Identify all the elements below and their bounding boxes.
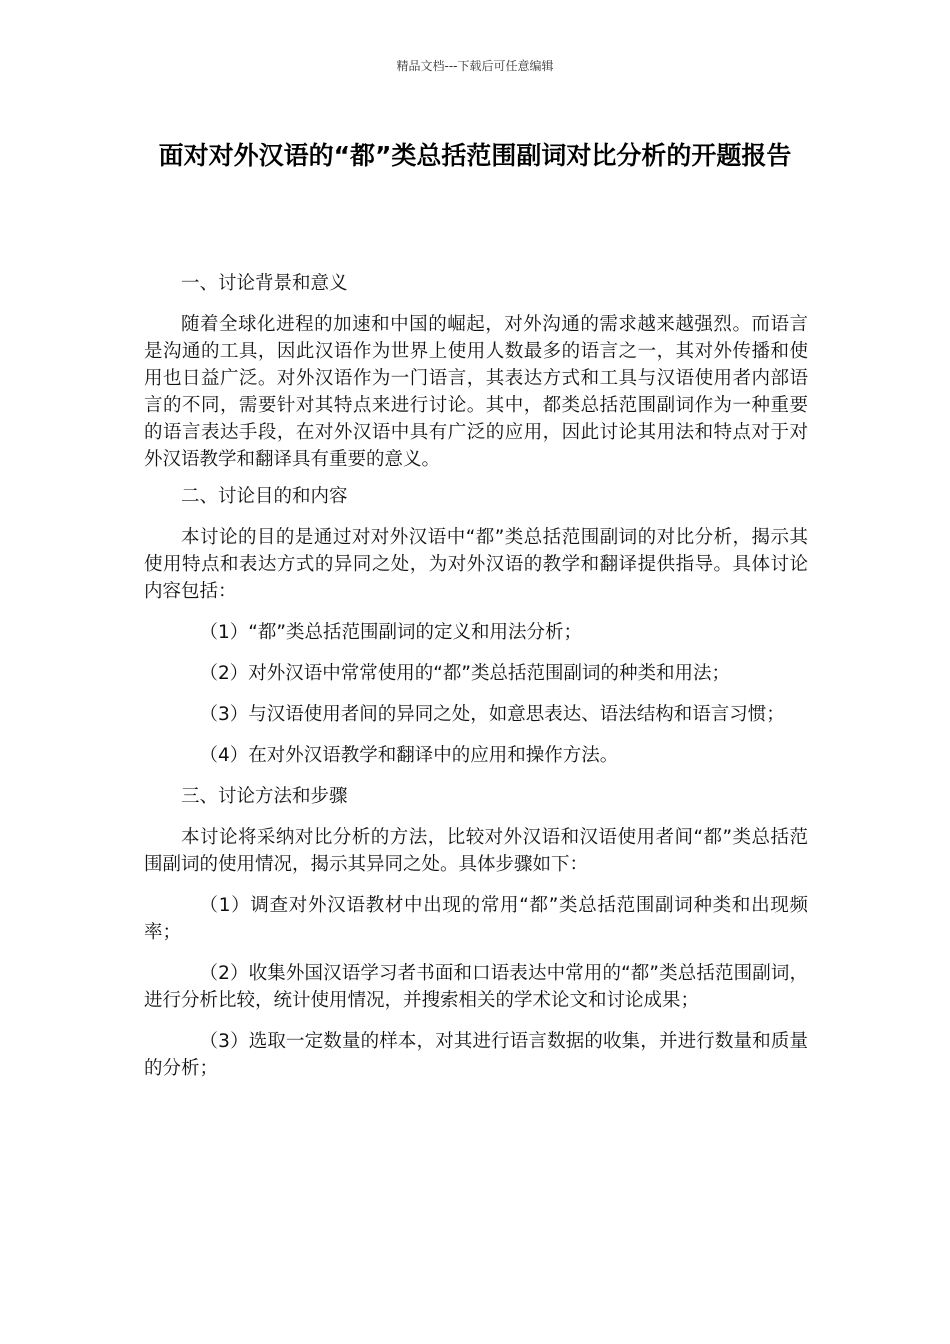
paragraph: 本讨论将采纳对比分析的方法，比较对外汉语和汉语使用者间“都”类总括范围副词的使用情况，揭示其异同之处。具体步骤如下： xyxy=(144,827,808,875)
document-title: 面对对外汉语的“都”类总括范围副词对比分析的开题报告 xyxy=(158,141,792,170)
list-item: （2）对外汉语中常常使用的“都”类总括范围副词的种类和用法； xyxy=(199,663,730,684)
paragraph: 本讨论的目的是通过对对外汉语中“都”类总括范围副词的对比分析，揭示其使用特点和表达方式的异同之处，为对外汉语的教学和翻译提供指导。具体讨论内容包括： xyxy=(144,527,808,602)
list-item: （3）选取一定数量的样本，对其进行语言数据的收集，并进行数量和质量的分析； xyxy=(144,1031,808,1079)
section-heading: 三、讨论方法和步骤 xyxy=(181,786,348,807)
section-heading: 一、讨论背景和意义 xyxy=(181,273,348,294)
document-body xyxy=(144,270,808,1096)
list-item: （1）调查对外汉语教材中出现的常用“都”类总括范围副词种类和出现频率； xyxy=(144,895,808,943)
header-note: 精品文档---下载后可任意编辑 xyxy=(396,59,554,73)
list-item: （3）与汉语使用者间的异同之处，如意思表达、语法结构和语言习惯； xyxy=(199,704,785,725)
list-item: （4）在对外汉语教学和翻译中的应用和操作方法。 xyxy=(199,745,619,766)
paragraph: 随着全球化进程的加速和中国的崛起，对外沟通的需求越来越强烈。而语言是沟通的工具，因此汉语作为世界上使用人数最多的语言之一，其对外传播和使用也日益广泛。对外汉语作为一门语言，其表达方式和工具与汉语使用者内部语言的不同，需要针对其特点来进行讨论。其中，都类总括范围副词作为一种重要的语言表达手段，在对外汉语中具有广泛的应用，因此讨论其用法和特点对于对外汉语教学和翻译具有重要的意义。 xyxy=(144,314,808,470)
list-item: （2）收集外国汉语学习者书面和口语表达中常用的“都”类总括范围副词，进行分析比较，统计使用情况，并搜索相关的学术论文和讨论成果； xyxy=(144,963,808,1011)
list-item: （1）“都”类总括范围副词的定义和用法分析； xyxy=(199,622,582,643)
section-heading: 二、讨论目的和内容 xyxy=(181,486,348,507)
